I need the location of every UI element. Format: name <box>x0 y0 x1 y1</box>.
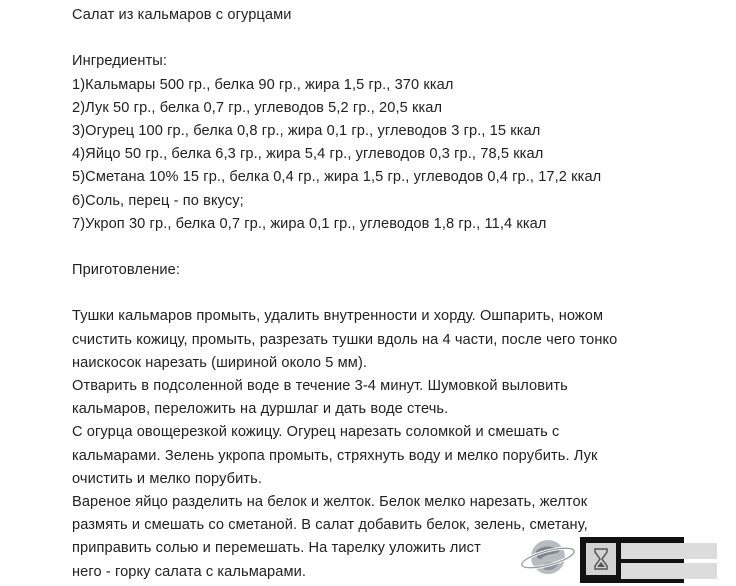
ingredient-item: 2)Лук 50 гр., белка 0,7 гр., углеводов 5,2 гр., 20,5 ккал <box>72 99 443 116</box>
preparation-line: кальмарами. Зелень укропа промыть, стряхнуть воду и мелко порубить. Лук <box>72 447 598 464</box>
ingredient-item: 5)Сметана 10% 15 гр., белка 0,4 гр., жира 1,5 гр., углеводов 0,4 гр., 17,2 ккал <box>72 169 602 186</box>
ingredients-heading: Ингредиенты: <box>72 53 168 70</box>
spacer <box>72 27 732 50</box>
preparation-line: приправить солью и перемешать. На тарелку уложить лист <box>72 540 481 557</box>
preparation-line: С огурца овощерезкой кожицу. Огурец нарезать соломкой и смешать с <box>72 424 560 441</box>
ingredient-item: 3)Огурец 100 гр., белка 0,8 гр., жира 0,1 гр., углеводов 3 гр., 15 ккал <box>72 122 541 139</box>
preparation-line: Тушки кальмаров промыть, удалить внутренности и хорду. Ошпарить, ножом <box>72 308 604 325</box>
recipe-title: Салат из кальмаров с огурцами <box>72 7 292 23</box>
preparation-heading: Приготовление: <box>72 262 181 279</box>
preparation-line: наискосок нарезать (шириной около 5 мм). <box>72 354 368 371</box>
ingredient-item: 6)Соль, перец - по вкусу; <box>72 192 244 209</box>
overlay-bar <box>621 563 717 579</box>
ingredient-item: 1)Кальмары 500 гр., белка 90 гр., жира 1,5 гр., 370 ккал <box>72 76 454 93</box>
watermark-overlay <box>512 527 736 583</box>
ingredient-item: 4)Яйцо 50 гр., белка 6,3 гр., жира 5,4 гр., углеводов 0,3 гр., 78,5 ккал <box>72 146 544 163</box>
preparation-line: очистить и мелко порубить. <box>72 470 263 487</box>
hourglass-icon <box>586 543 616 575</box>
preparation-line: размять и смешать со сметаной. В салат добавить белок, зелень, сметану, <box>72 517 588 534</box>
preparation-line: Вареное яйцо разделить на белок и желток. Белок мелко нарезать, желток <box>72 493 588 510</box>
recipe-document <box>72 4 732 584</box>
preparation-line: счистить кожицу, промыть, разрезать тушки вдоль на 4 части, после чего тонко <box>72 331 618 348</box>
spacer <box>72 282 732 305</box>
preparation-line: Отварить в подсоленной воде в течение 3-4 минут. Шумовкой выловить <box>72 378 568 394</box>
spacer <box>72 236 732 259</box>
preparation-line: кальмаров, переложить на дуршлаг и дать воде стечь. <box>72 401 449 418</box>
overlay-bar <box>621 543 717 559</box>
ingredient-item: 7)Укроп 30 гр., белка 0,7 гр., жира 0,1 гр., углеводов 1,8 гр., 11,4 ккал <box>72 215 547 232</box>
globe-icon <box>520 531 576 581</box>
preparation-line: него - горку салата с кальмарами. <box>72 563 307 580</box>
